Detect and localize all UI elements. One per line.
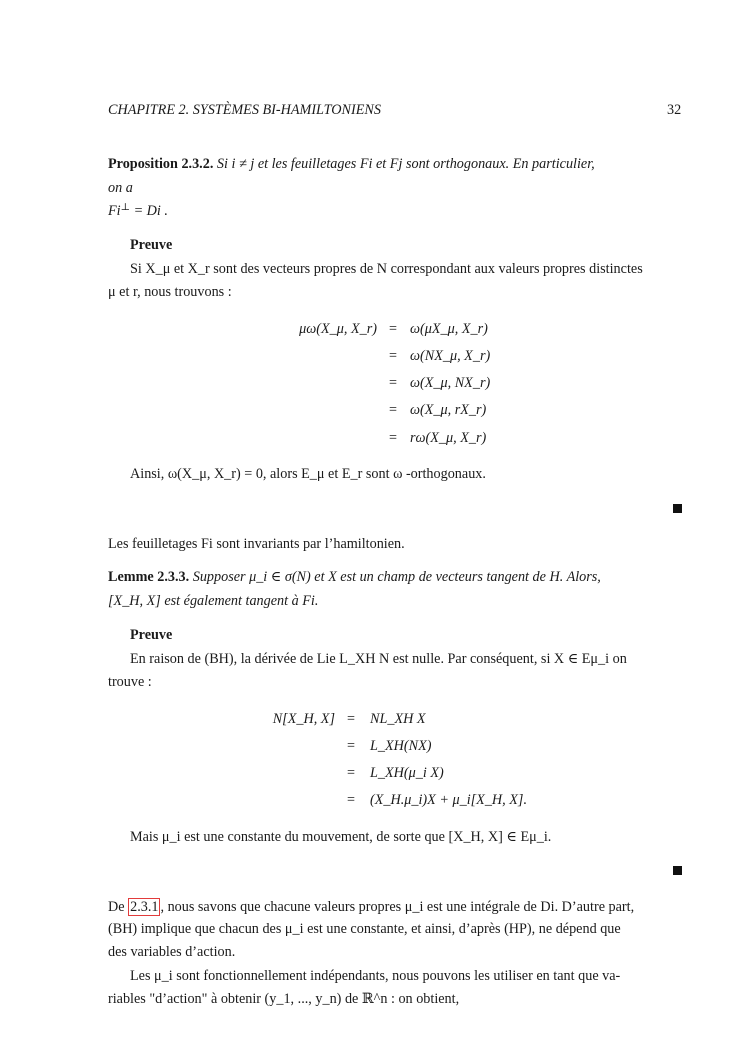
proof-2-line-2: trouve :: [108, 674, 152, 690]
proof-1-line-2: μ et r, nous trouvons :: [108, 284, 232, 300]
proposition-text-1: Si i ≠ j et les feuilletages Fi et Fj sont orthogonaux. En particulier,: [216, 156, 595, 172]
page-number: 32: [667, 102, 682, 118]
proposition-text-2: on a: [108, 180, 133, 196]
chapter-header: CHAPITRE 2. SYSTÈMES BI-HAMILTONIENS: [108, 102, 381, 118]
paragraph-2-line-2: riables "d’action" à obtenir (y_1, ..., y_n) de ℝ^n : on obtient,: [108, 991, 460, 1007]
proposition-line-1: [108, 155, 595, 173]
proof-1-line-1: Si X_μ et X_r sont des vecteurs propres de N correspondant aux valeurs propres distinctes: [130, 261, 643, 277]
paragraph-1-line-1: De 2.3.1 , nous savons que chacune valeurs propres μ_i est une intégrale de Di. D’autre part,: [108, 899, 635, 915]
page: CHAPITRE 2. SYSTÈMES BI-HAMILTONIENS 32 Proposition 2.3.2. Si i ≠ j et les feuilletages Fi et Fj sont orthogonaux. En particulier, on a Fi⊥ = Di . Preuve Si X_μ et X_r sont des vecteurs propres de N correspondant aux valeurs propres distinctes μ et r, nous trouvons : μω(X_μ, X_r) = ω(μX_μ, X_r) = ω(NX_μ, X_r) = ω(X_μ, NX_r) = ω(X_μ, rX_r) = rω(X_μ, X_r) Ainsi, ω(X_μ, X_r) = 0, alors E_μ et E_r sont ω -orthogonaux. Les feuilletages Fi sont invariants par l’hamiltonien. Lemme 2.3.3. Supposer μ_i ∈ σ(N) et X est un champ de vecteurs tangent de H. Alors, [X_H, X] est également tangent à Fi. Preuve En raison de (BH), la dérivée de Lie L_XH N est nulle. Par conséquent, si X ∈ Eμ_i on trouve : N[X_H, X] = NL_XH X = L_XH(NX) = L_XH(μ_i X) = (X_H.μ_i)X + μ_i[X_H, X]. Mais μ_i est une constante du mouvement, de sorte que [X_H, X] ∈ Eμ_i. De 2.3.1 , nous savons que chacune valeurs propres μ_i est une intégrale de Di. D’autre part, (BH) implique que chacun des μ_i est une constante, et ainsi, d’après (HP), ne dépend que des variables d’action. Les μ_i sont fonctionnellement indépendants, nous pouvons les utiliser en tant que va- riables "d’action" à obtenir (y_1, ..., y_n) de ℝ^n : on obtient,: [108, 102, 682, 1007]
proof-1-title: Preuve: [130, 237, 173, 253]
paragraph-1-line-3: des variables d’action.: [108, 944, 236, 960]
proof-2-conclusion: Mais μ_i est une constante du mouvement, de sorte que [X_H, X] ∈ Eμ_i.: [130, 829, 552, 845]
paragraph-2-line-1: Les μ_i sont fonctionnellement indépendants, nous pouvons les utiliser en tant que va-: [130, 968, 621, 984]
proposition-title: Proposition 2.3.2.: [108, 156, 214, 172]
proof-2-line-1: En raison de (BH), la dérivée de Lie L_XH N est nulle. Par conséquent, si X ∈ Eμ_i on: [130, 651, 627, 667]
qed-square-icon: [673, 866, 682, 875]
invariance-statement: Les feuilletages Fi sont invariants par l’hamiltonien.: [108, 536, 405, 552]
qed-square-icon: [673, 504, 682, 513]
lemma-text-1: Supposer μ_i ∈ σ(N) et X est un champ de vecteurs tangent de H. Alors,: [192, 569, 601, 585]
lemma-line-1: [108, 568, 601, 586]
proof-1-conclusion: Ainsi, ω(X_μ, X_r) = 0, alors E_μ et E_r sont ω -orthogonaux.: [130, 466, 486, 482]
paragraph-1-line-2: (BH) implique que chacun des μ_i est une constante, et ainsi, d’après (HP), ne dépend que: [108, 921, 621, 937]
proof-2-title: Preuve: [130, 627, 173, 643]
ref-link-2-3-1[interactable]: 2.3.1: [130, 899, 159, 915]
lemma-text-2: [X_H, X] est également tangent à Fi.: [108, 593, 319, 609]
lemma-title: Lemme 2.3.3.: [108, 569, 190, 585]
proposition-formula: Fi⊥ = Di .: [108, 202, 168, 219]
